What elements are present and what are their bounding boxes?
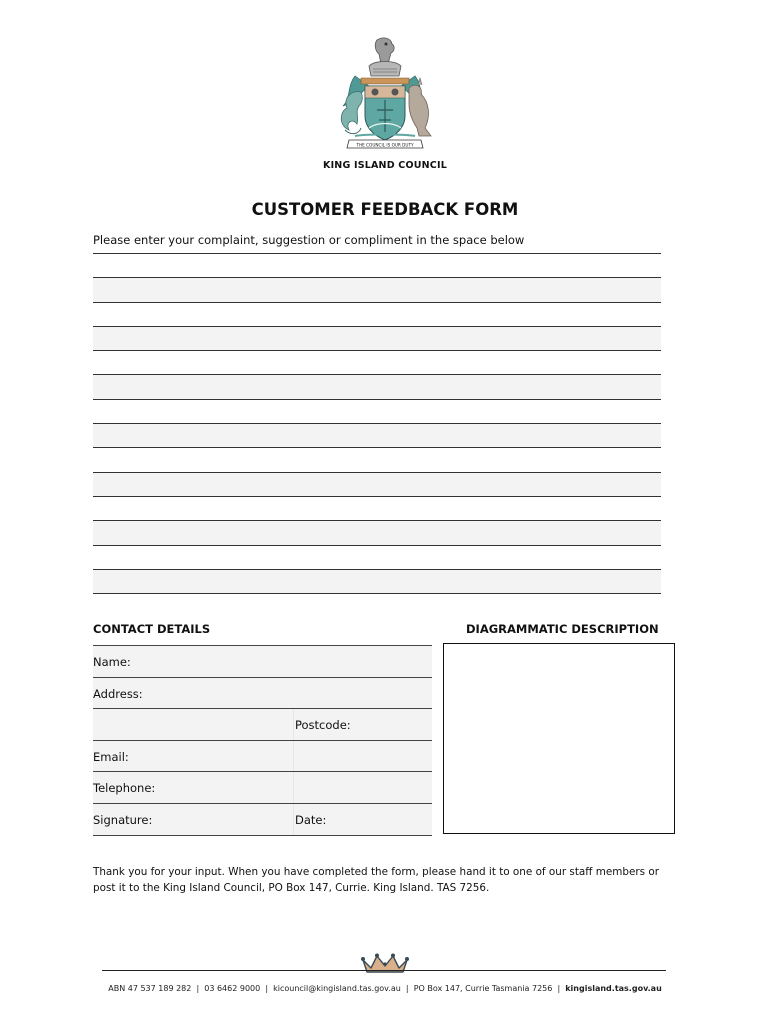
feedback-line[interactable] [93,302,661,326]
feedback-line[interactable] [93,423,661,447]
footer-separator: | [196,984,200,993]
address-label: Address: [93,686,143,701]
feedback-lines[interactable] [93,253,661,594]
feedback-line[interactable] [93,472,661,496]
footer-phone: 03 6462 9000 [204,984,261,993]
footer-separator: | [265,984,269,993]
signature-label: Signature: [93,812,153,827]
footer-address: PO Box 147, Currie Tasmania 7256 [413,984,553,993]
feedback-line[interactable] [93,447,661,471]
footer-email[interactable]: kicouncil@kingisland.tas.gov.au [273,984,401,993]
postcode-label: Postcode: [295,718,351,733]
footer-separator: | [405,984,409,993]
telephone-label: Telephone: [93,781,156,796]
cell-divider [293,709,294,740]
contact-details-heading: CONTACT DETAILS [93,622,211,636]
email-label: Email: [93,749,129,764]
council-name: KING ISLAND COUNCIL [323,160,447,171]
contact-details-table [93,645,432,836]
address-field[interactable] [93,677,432,709]
feedback-line[interactable] [93,253,661,277]
feedback-line[interactable] [93,545,661,569]
feedback-line[interactable] [93,520,661,544]
cell-divider [293,804,294,835]
cell-divider [293,772,294,803]
thank-you-note [93,864,673,896]
coat-of-arms-icon [325,36,445,158]
feedback-line[interactable] [93,569,661,594]
email-field[interactable] [93,740,432,772]
postcode-row[interactable] [93,708,432,740]
signature-date-row[interactable] [93,803,432,836]
feedback-line[interactable] [93,374,661,398]
footer-separator: | [557,984,561,993]
footer-website[interactable]: kingisland.tas.gov.au [565,984,662,993]
feedback-line[interactable] [93,399,661,423]
crest-motto: THE COUNCIL IS OUR DUTY [356,142,414,148]
date-label: Date: [295,812,327,827]
feedback-line[interactable] [93,277,661,301]
diagrammatic-description-heading: DIAGRAMMATIC DESCRIPTION [466,622,659,636]
thank-you-line-1: Thank you for your input. When you have completed the form, please hand it to one of our staff members or [93,866,659,878]
form-title: CUSTOMER FEEDBACK FORM [251,200,519,219]
footer-contact [0,984,770,993]
form-instruction: Please enter your complaint, suggestion or compliment in the space below [93,233,525,247]
feedback-line[interactable] [93,350,661,374]
diagram-box[interactable] [443,643,675,834]
cell-divider [293,741,294,772]
name-label: Name: [93,655,131,669]
name-field[interactable] [93,645,432,677]
feedback-line[interactable] [93,496,661,520]
feedback-line[interactable] [93,326,661,350]
footer-abn: ABN 47 537 189 282 [108,984,192,993]
thank-you-line-2: post it to the King Island Council, PO Box 147, Currie. King Island. TAS 7256. [93,882,490,894]
telephone-field[interactable] [93,771,432,803]
footer-divider [102,970,666,971]
